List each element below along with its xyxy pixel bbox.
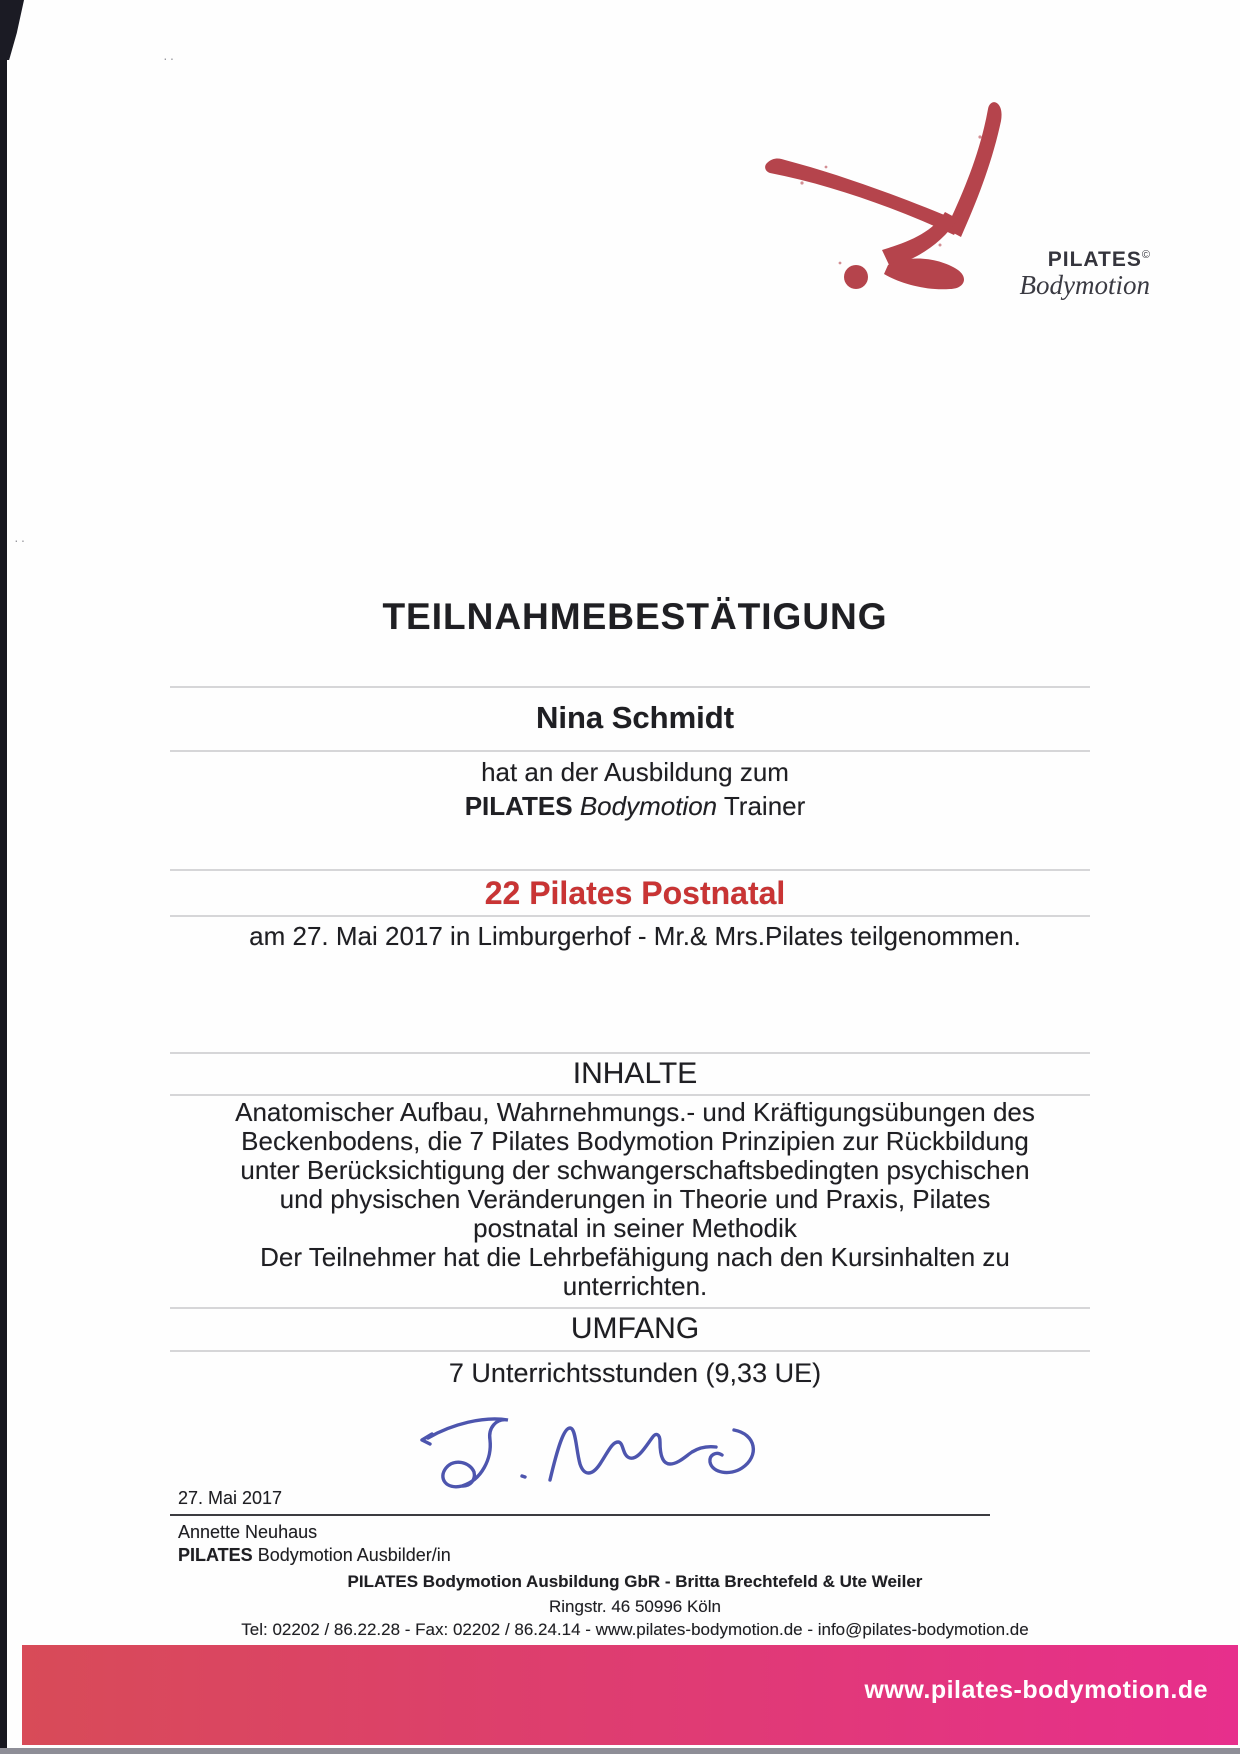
inhalte-line: Beckenbodens, die 7 Pilates Bodymotion Prinzipien zur Rückbildung xyxy=(241,1126,1029,1156)
umfang-value: 7 Unterrichtsstunden (9,33 UE) xyxy=(448,1358,822,1388)
logo-brand-text: PILATES xyxy=(1047,248,1142,271)
logo-wordmark xyxy=(905,248,1150,301)
course-title: 22 Pilates Postnatal xyxy=(484,875,786,911)
divider-line xyxy=(170,750,1090,752)
signature-line xyxy=(170,1514,990,1516)
signer-role-rest: Bodymotion Ausbilder/in xyxy=(257,1545,451,1565)
inhalte-line: unter Berücksichtigung der schwangerschaftsbedingten psychischen xyxy=(240,1155,1030,1185)
scan-speck-left: ·· xyxy=(14,532,28,548)
inhalte-line: postnatal in seiner Methodik xyxy=(473,1213,797,1243)
signer-role xyxy=(178,1545,451,1566)
signer-role-brand: PILATES xyxy=(178,1545,253,1565)
qualification-trainer: Trainer xyxy=(723,791,806,821)
participant-name: Nina Schmidt xyxy=(535,700,735,735)
intro-line: hat an der Ausbildung zum xyxy=(481,757,789,787)
divider-line xyxy=(170,1350,1090,1352)
course-details: am 27. Mai 2017 in Limburgerhof - Mr.& Mrs.Pilates teilgenommen. xyxy=(249,921,1021,951)
signer-name: Annette Neuhaus xyxy=(178,1522,318,1542)
divider-line xyxy=(170,1052,1090,1054)
inhalte-line: Der Teilnehmer hat die Lehrbefähigung nach den Kursinhalten zu xyxy=(260,1242,1010,1272)
footer-address: Ringstr. 46 50996 Köln xyxy=(548,1597,721,1616)
certificate-title: TEILNAHMEBESTÄTIGUNG xyxy=(382,596,888,637)
scan-speck-top: ·· xyxy=(163,50,177,66)
scan-corner-mark xyxy=(0,0,24,60)
inhalte-line: und physischen Veränderungen in Theorie und Praxis, Pilates xyxy=(279,1184,991,1214)
inhalte-heading: INHALTE xyxy=(572,1057,698,1090)
handwritten-signature xyxy=(400,1406,780,1506)
logo-sub-text: Bodymotion xyxy=(1019,270,1150,300)
divider-line xyxy=(170,1307,1090,1309)
qualification-bodymotion: Bodymotion xyxy=(579,791,718,821)
divider-line xyxy=(170,915,1090,917)
divider-line xyxy=(170,1094,1090,1096)
qualification-brand: PILATES xyxy=(464,791,573,821)
umfang-heading: UMFANG xyxy=(570,1312,700,1345)
scan-edge-left xyxy=(0,0,7,1754)
logo-copyright-mark: © xyxy=(1141,249,1150,261)
divider-line xyxy=(170,869,1090,871)
inhalte-line: Anatomischer Aufbau, Wahrnehmungs.- und Kräftigungsübungen des xyxy=(235,1097,1035,1127)
inhalte-line: unterrichten. xyxy=(562,1271,708,1301)
divider-line xyxy=(170,686,1090,688)
footer-banner-url: www.pilates-bodymotion.de xyxy=(864,1676,1208,1704)
inhalte-paragraph xyxy=(170,1098,1100,1301)
scan-edge-bottom xyxy=(0,1748,1240,1754)
footer-contact: Tel: 02202 / 86.22.28 - Fax: 02202 / 86.24.14 - www.pilates-bodymotion.de - info@pilates-bodymotion.de xyxy=(241,1620,1029,1639)
qualification-line xyxy=(170,791,1100,822)
signing-date: 27. Mai 2017 xyxy=(178,1488,283,1508)
footer-company: PILATES Bodymotion Ausbildung GbR - Britta Brechtefeld & Ute Weiler xyxy=(347,1572,923,1591)
